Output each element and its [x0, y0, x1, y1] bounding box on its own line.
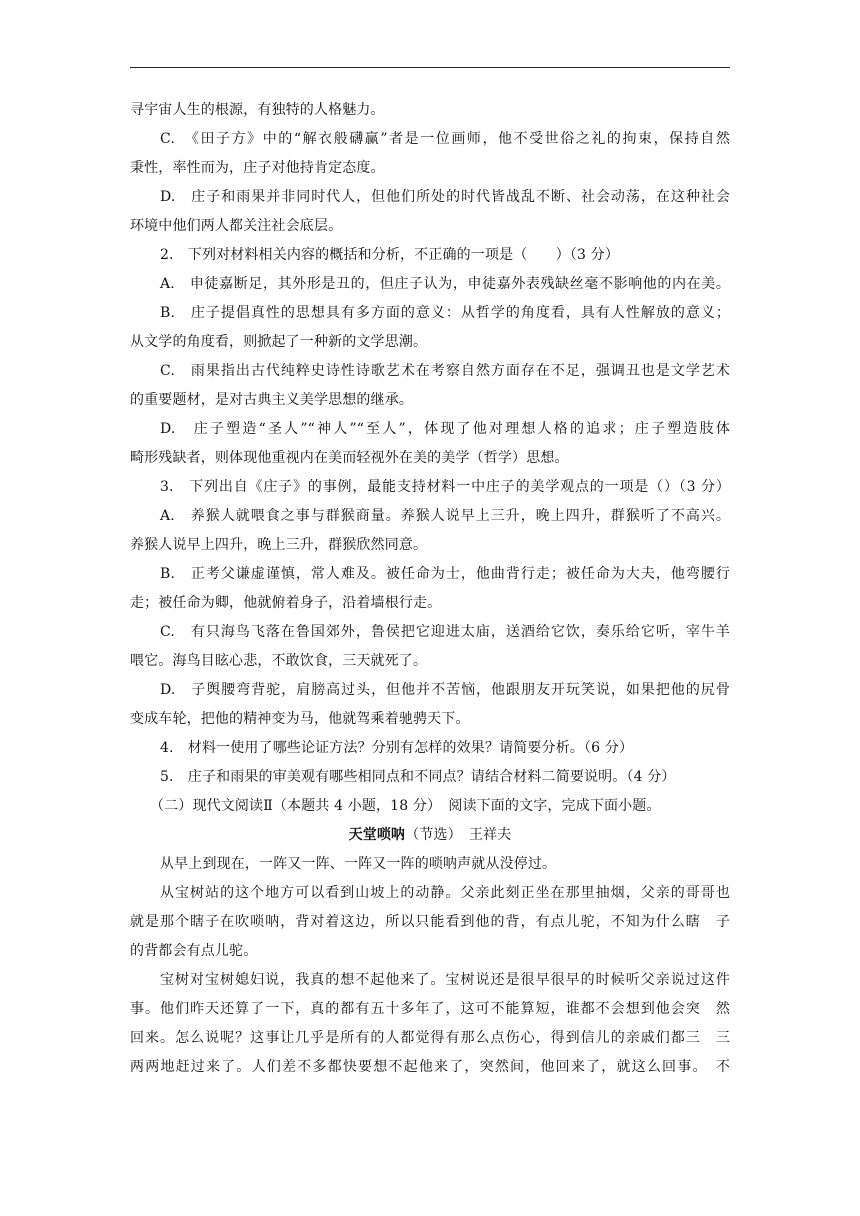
story-title: [130, 823, 730, 847]
question-3: 3. 下列出自《庄子》的事例，最能支持材料一中庄子的美学观点的一项是（）（3 分）: [160, 479, 730, 495]
text-line: 养猴人说早上四升，晚上三升，群猴欣然同意。: [130, 537, 428, 553]
text-line: 寻宇宙人生的根源，有独特的人格魅力。: [130, 102, 385, 118]
option-a: A. 养猴人就喂食之事与群猴商量。养猴人说早上三升，晚上四升，群猴听了不高兴。: [160, 508, 730, 524]
option-d: D. 庄子和雨果并非同时代人，但他们所处的时代皆战乱不断、社会动荡，在这种社会: [160, 189, 730, 205]
story-title-note: （节选）: [405, 827, 455, 843]
option-c: C. 《田子方》中的“解衣般礴赢”者是一位画师，他不受世俗之礼的拘束，保持自然: [160, 131, 730, 147]
text-line: 环境中他们两人都关注社会底层。: [130, 218, 343, 234]
story-paragraph: 从早上到现在，一阵又一阵、一阵又一阵的唢呐声就从没停过。: [160, 856, 557, 872]
story-line: 两两地赶过来了。人们差不多都快要想不起他来了，突然间，他回来了，就这么回事。 不: [130, 1059, 730, 1075]
story-title-name: 天堂唢呐: [348, 827, 406, 843]
text-line: 喂它。海鸟目眩心悲，不敢饮食，三天就死了。: [130, 653, 428, 669]
story-line: 的背都会有点儿驼。: [130, 943, 258, 959]
story-paragraph: 宝树对宝树媳妇说，我真的想不起他来了。宝树说还是很早很早的时候听父亲说过这件: [160, 972, 730, 988]
story-line: 就是那个瞎子在吹唢呐，背对着这边，所以只能看到他的背，有点儿驼，不知为什么瞎 子: [130, 914, 730, 930]
option-c: C. 有只海鸟飞落在鲁国郊外，鲁侯把它迎进太庙，送酒给它饮，奏乐给它听，宰牛羊: [160, 624, 730, 640]
text-line: 畸形残缺者，则体现他重视内在美而轻视外在美的美学（哲学）思想。: [130, 450, 569, 466]
header-rule: [130, 67, 730, 68]
text-line: 走；被任命为卿，他就俯着身子，沿着墙根行走。: [130, 595, 442, 611]
story-line: 事。他们昨天还算了一下，真的都有五十多年了，这可不能算短，谁都不会想到他会突 然: [130, 1001, 730, 1017]
question-2: 2. 下列对材料相关内容的概括和分析，不正确的一项是（ ）（3 分）: [160, 247, 619, 263]
option-b: B. 正考父谦虚谨慎，常人难及。被任命为士，他曲背行走；被任命为大夫，他弯腰行: [160, 566, 730, 582]
text-line: 的重要题材，是对古典主义美学思想的继承。: [130, 392, 413, 408]
option-d: D. 子舆腰弯背驼，肩膀高过头，但他并不苦恼，他跟朋友开玩笑说，如果把他的尻骨: [160, 682, 730, 698]
story-paragraph: 从宝树站的这个地方可以看到山坡上的动静。父亲此刻正坐在那里抽烟，父亲的哥哥也: [160, 885, 730, 901]
question-5: 5. 庄子和雨果的审美观有哪些相同点和不同点？请结合材料二简要说明。（4 分）: [160, 769, 676, 785]
text-line: 从文学的角度看，则掀起了一种新的文学思潮。: [130, 334, 428, 350]
story-line: 回来。怎么说呢？这事让几乎是所有的人都觉得有那么点伤心，得到信儿的亲戚们都三 三: [130, 1030, 730, 1046]
option-d: D. 庄子塑造“圣人”“神人”“至人”，体现了他对理想人格的追求；庄子塑造肢体: [160, 421, 730, 437]
text-line: 秉性，率性而为，庄子对他持肯定态度。: [130, 160, 385, 176]
option-b: B. 庄子提倡真性的思想具有多方面的意义：从哲学的角度看，具有人性解放的意义；: [160, 305, 730, 321]
text-line: 变成车轮，把他的精神变为马，他就驾乘着驰骋天下。: [130, 711, 470, 727]
option-a: A. 申徒嘉断足，其外形是丑的，但庄子认为，申徒嘉外表残缺丝毫不影响他的内在美。: [160, 276, 730, 292]
option-c: C. 雨果指出古代纯粹史诗性诗歌艺术在考察自然方面存在不足，强调丑也是文学艺术: [160, 363, 730, 379]
story-author: 王祥夫: [468, 827, 512, 843]
section-heading: （二）现代文阅读Ⅱ（本题共 4 小题，18 分） 阅读下面的文字，完成下面小题。: [150, 798, 661, 814]
question-4: 4. 材料一使用了哪些论证方法？分别有怎样的效果？请简要分析。（6 分）: [160, 740, 634, 756]
